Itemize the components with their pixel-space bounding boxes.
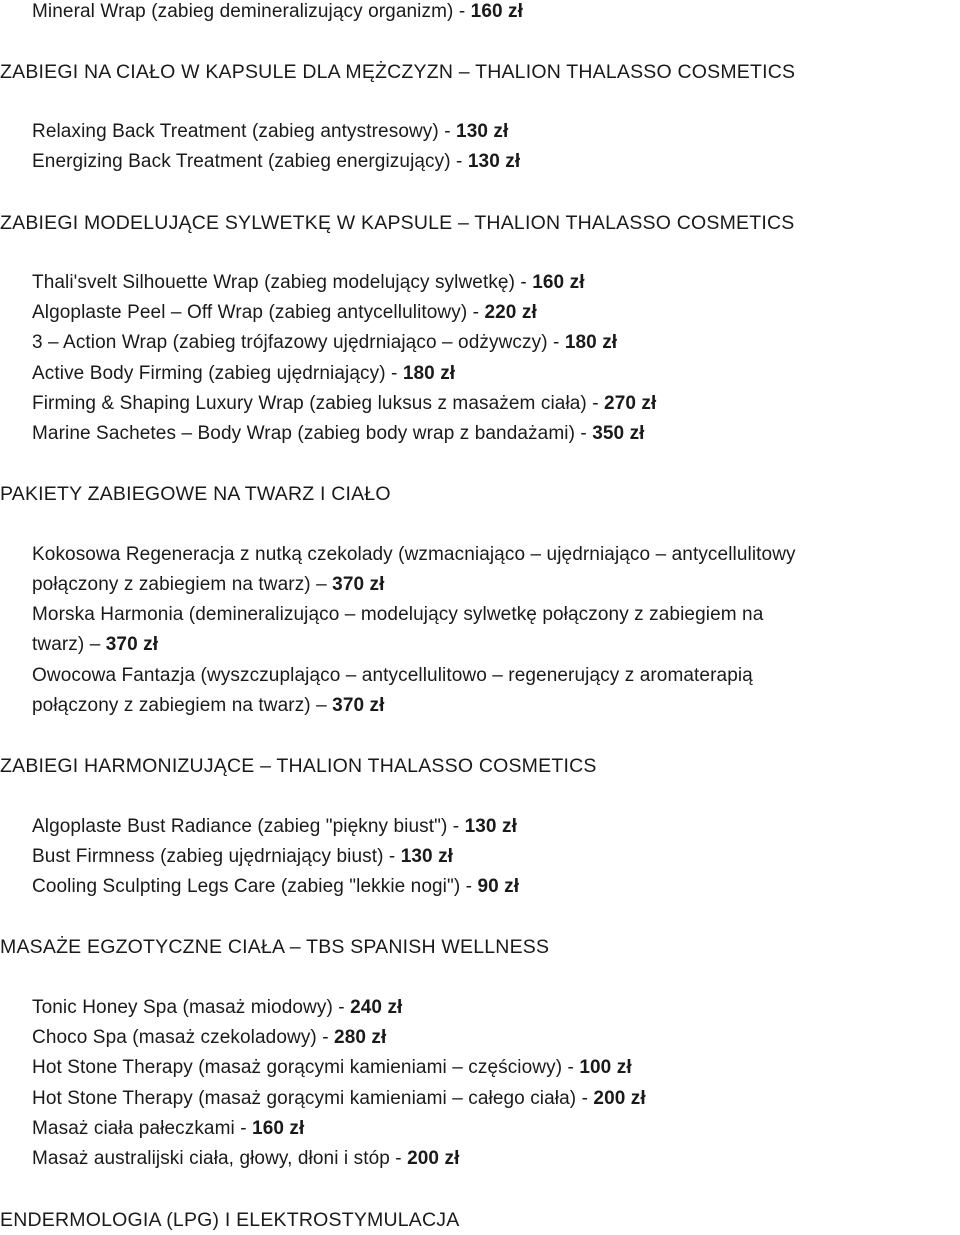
item-text: Tonic Honey Spa (masaż miodowy) - [32,997,351,1018]
list-item [32,1087,646,1111]
item-price: 130 zł [400,846,454,867]
item-price: 160 zł [252,1118,305,1139]
item-text: Relaxing Back Treatment (zabieg antystresowy) - [32,121,457,142]
item-price: 220 zł [484,302,537,323]
item-text: 3 – Action Wrap (zabieg trójfazowy ujędrniająco – odżywczy) - [32,332,565,353]
item-price: 160 zł [532,272,585,293]
item-text: Choco Spa (masaż czekoladowy) - [32,1027,335,1048]
item-price: 180 zł [564,332,618,353]
list-item [32,392,656,416]
list-item [32,1056,632,1080]
item-price: 130 zł [467,151,521,172]
list-item [32,1147,459,1171]
item-price: 90 zł [477,876,520,897]
item-text: Energizing Back Treatment (zabieg energizujący) - [32,151,468,172]
item-price: 280 zł [334,1027,387,1048]
section-heading: PAKIETY ZABIEGOWE NA TWARZ I CIAŁO [0,483,391,505]
list-item [32,150,520,174]
item-price: 160 zł [470,1,524,22]
item-price: 270 zł [604,393,657,414]
section-heading: ZABIEGI HARMONIZUJĄCE – THALION THALASSO COSMETICS [0,755,597,777]
list-item [32,362,455,386]
item-price: 240 zł [350,997,403,1018]
item-price: 350 zł [592,423,645,444]
item-text: Morska Harmonia (demineralizująco – modelujący sylwetkę połączony z zabiegiem na [32,604,764,625]
list-item [32,845,453,869]
item-text: Thali'svelt Silhouette Wrap (zabieg modelujący sylwetkę) - [32,272,533,293]
list-item [32,120,508,144]
item-text: Mineral Wrap (zabieg demineralizujący organizm) - [32,1,471,22]
section-heading: ZABIEGI MODELUJĄCE SYLWETKĘ W KAPSULE – THALION THALASSO COSMETICS [0,212,795,234]
item-text: Masaż ciała pałeczkami - [32,1118,253,1139]
item-price: 130 zł [456,121,509,142]
item-text: Owocowa Fantazja (wyszczuplająco – antycellulitowo – regenerujący z aromaterapią [32,665,753,686]
item-price: 130 zł [464,816,517,837]
item-text: Kokosowa Regeneracja z nutką czekolady (wzmacniająco – ujędrniająco – antycellulitowy [32,544,796,565]
item-text: Bust Firmness (zabieg ujędrniający biust) - [32,846,401,867]
item-text: połączony z zabiegiem na twarz) – [32,695,333,716]
item-price: 370 zł [105,634,159,655]
item-text: Marine Sachetes – Body Wrap (zabieg body wrap z bandażami) - [32,423,593,444]
item-text: Active Body Firming (zabieg ujędrniający) - [32,363,403,384]
item-text: Hot Stone Therapy (masaż gorącymi kamieniami – całego ciała) - [32,1088,594,1109]
item-text: Algoplaste Bust Radiance (zabieg "piękny biust") - [32,816,465,837]
list-item [32,996,402,1020]
item-price: 370 zł [332,695,385,716]
list-item [32,271,585,295]
list-item [32,301,537,325]
item-text: twarz) – [32,634,106,655]
item-text: Hot Stone Therapy (masaż gorącymi kamieniami – częściowy) - [32,1057,580,1078]
item-text: Algoplaste Peel – Off Wrap (zabieg antycellulitowy) - [32,302,485,323]
section-heading: ZABIEGI NA CIAŁO W KAPSULE DLA MĘŻCZYZN – THALION THALASSO COSMETICS [0,61,796,83]
list-item [32,543,796,567]
list-item [32,0,523,24]
item-text: połączony z zabiegiem na twarz) – [32,574,333,595]
list-item [32,1117,304,1141]
list-item [32,875,519,899]
list-item [32,603,763,627]
item-price: 370 zł [332,574,385,595]
list-item [32,1026,386,1050]
item-price: 100 zł [579,1057,632,1078]
list-item [32,331,617,355]
list-item [32,694,385,718]
item-text: Firming & Shaping Luxury Wrap (zabieg luksus z masażem ciała) - [32,393,605,414]
item-price: 200 zł [407,1148,460,1169]
item-text: Masaż australijski ciała, głowy, dłoni i stóp - [32,1148,408,1169]
item-price: 200 zł [593,1088,646,1109]
item-text: Cooling Sculpting Legs Care (zabieg "lekkie nogi") - [32,876,478,897]
section-heading: ENDERMOLOGIA (LPG) I ELEKTROSTYMULACJA [0,1209,460,1231]
list-item [32,422,645,446]
section-heading: MASAŻE EGZOTYCZNE CIAŁA – TBS SPANISH WELLNESS [0,936,550,958]
list-item [32,573,385,597]
list-item [32,633,158,657]
list-item [32,664,753,688]
item-price: 180 zł [402,363,456,384]
list-item [32,815,517,839]
